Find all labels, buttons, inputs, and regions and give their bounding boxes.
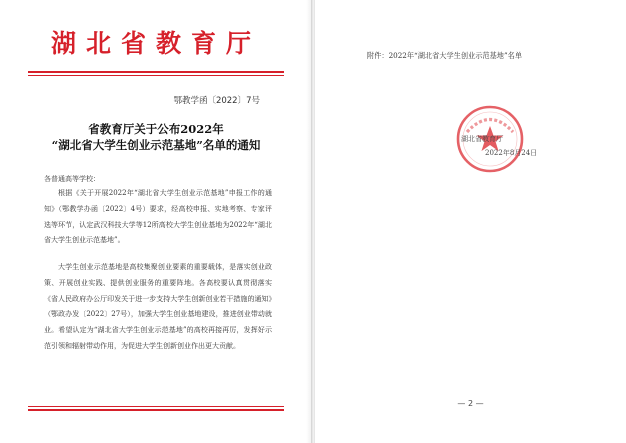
- body-paragraph-2: 大学生创业示范基地是高校集聚创业要素的重要载体，是落实创业政策、开展创业实践、提供创业服务的重要阵地。各高校要认真贯彻落实《省人民政府办公厅印发关于进一步支持大学生创新创业若干措施的通知》（鄂政办发〔2022〕27号），加强大学生创业基地建设，推进创业带动就业。希望认定为“湖北省大学生创业示范基地”的高校再接再厉，发挥好示范引领和辐射带动作用，为促进大学生创新创业作出更大贡献。: [44, 263, 272, 350]
- signatory: 湖北省教育厅: [461, 135, 503, 143]
- document-number: 鄂教学函〔2022〕7号: [173, 96, 260, 106]
- page-number: — 2 —: [457, 399, 484, 408]
- red-rule-bottom: [28, 409, 284, 411]
- salutation: 各普通高等学校：: [44, 175, 100, 183]
- notice-title-line1: 省教育厅关于公布2022年: [88, 122, 224, 136]
- body-paragraph-1: 根据《关于开展2022年“湖北省大学生创业示范基地”申报工作的通知》（鄂教学办函〔2022〕4号）要求，经高校申报、实地考察、专家评选等环节，认定武汉科技大学等12所高校大学生创业基地为2022年“湖北省大学生创业示范基地”。: [44, 189, 272, 245]
- attachment-line: 附件：2022年“湖北省大学生创业示范基地”名单: [367, 51, 523, 60]
- red-rule-bottom-thin: [28, 406, 284, 407]
- notice-title-line2: “湖北省大学生创业示范基地”名单的通知: [51, 138, 261, 152]
- right-page: [315, 0, 626, 443]
- issue-date: 2022年8月24日: [485, 149, 538, 157]
- red-rule-top: [28, 71, 284, 73]
- left-page: [0, 0, 312, 443]
- red-rule-top-thin: [28, 75, 284, 76]
- masthead-title: 湖北省教育厅: [50, 29, 261, 58]
